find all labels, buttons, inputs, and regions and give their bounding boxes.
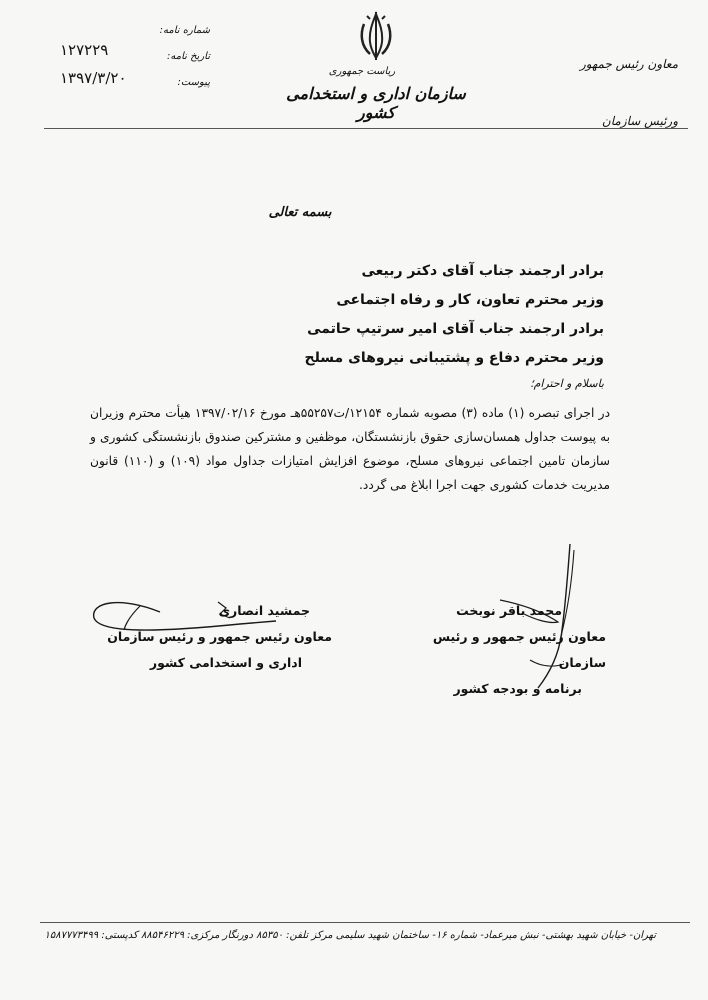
signer-name: محمد باقر نوبخت	[456, 603, 562, 618]
addressee-line: برادر ارجمند جناب آقای امیر سرتیپ حاتمی	[307, 321, 604, 337]
label-letter-number: شماره نامه:	[159, 25, 210, 36]
letter-number: ۱۲۷۲۲۹	[60, 41, 109, 59]
header-title-vice-president: معاون رئیس جمهور	[579, 57, 678, 71]
iran-emblem-icon	[356, 10, 396, 62]
signature-block-left	[102, 598, 332, 676]
addressee-line: وزیر محترم دفاع و پشتیبانی نیروهای مسلح	[304, 350, 604, 366]
header-title-head: ورئیس سازمان	[601, 114, 678, 128]
footer-divider	[40, 922, 690, 923]
signer-title: اداری و استخدامی کشور	[149, 655, 302, 670]
header-labels	[150, 18, 210, 96]
org-subtitle: ریاست جمهوری	[328, 66, 396, 77]
signer-title: معاون رئیس جمهور و رئیس سازمان	[432, 629, 606, 670]
header-values	[60, 36, 150, 92]
salutation: بسمه تعالی	[268, 205, 332, 220]
addressee-block	[104, 257, 604, 373]
header-divider	[44, 128, 688, 129]
greeting: باسلام و احترام؛	[530, 377, 604, 390]
addressee-line: برادر ارجمند جناب آقای دکتر ربیعی	[361, 263, 604, 279]
signer-title: معاون رئیس جمهور و رئیس سازمان	[107, 629, 332, 644]
letter-body: در اجرای تبصره (۱) ماده (۳) مصوبه شماره ۱۲۱۵۴/ت۵۵۲۵۷هـ مورخ ۱۳۹۷/۰۲/۱۶ هیأت محترم وزیران به پیوست جداول همسان‌سازی حقوق بازنشستگان، موظفین و مشترکین صندوق بازنشستگی کشوری و سازمان تامین اجتماعی نیروهای مسلح، موضوع افزایش امتیازات جداول مواد (۱۰۹) و (۱۱۰) قانون مدیریت خدمات کشوری جهت اجرا ابلاغ می گردد.	[90, 406, 610, 492]
signature-block-right	[386, 598, 606, 702]
footer-address: تهران- خیابان شهید بهشتی- نبش میرعماد- شماره ۱۶- ساختمان شهید سلیمی مرکز تلفن: ۸۵۳۵۰ دورنگار مرکزی: ۸۸۵۴۶۲۲۹ کدپستی: ۱۵۸۷۷۷۳۴۹۹	[44, 930, 656, 941]
label-attachment: پیوست:	[177, 77, 210, 88]
letter-date: ۱۳۹۷/۳/۲۰	[60, 69, 127, 87]
header-right-titles	[558, 36, 678, 150]
org-name: سازمان اداری و استخدامی کشور	[286, 84, 466, 122]
addressee-line: وزیر محترم تعاون، کار و رفاه اجتماعی	[336, 292, 604, 308]
signer-name: جمشید انصاری	[218, 603, 310, 618]
signer-title: برنامه و بودجه کشور	[453, 681, 582, 696]
label-letter-date: تاریخ نامه:	[167, 51, 210, 62]
